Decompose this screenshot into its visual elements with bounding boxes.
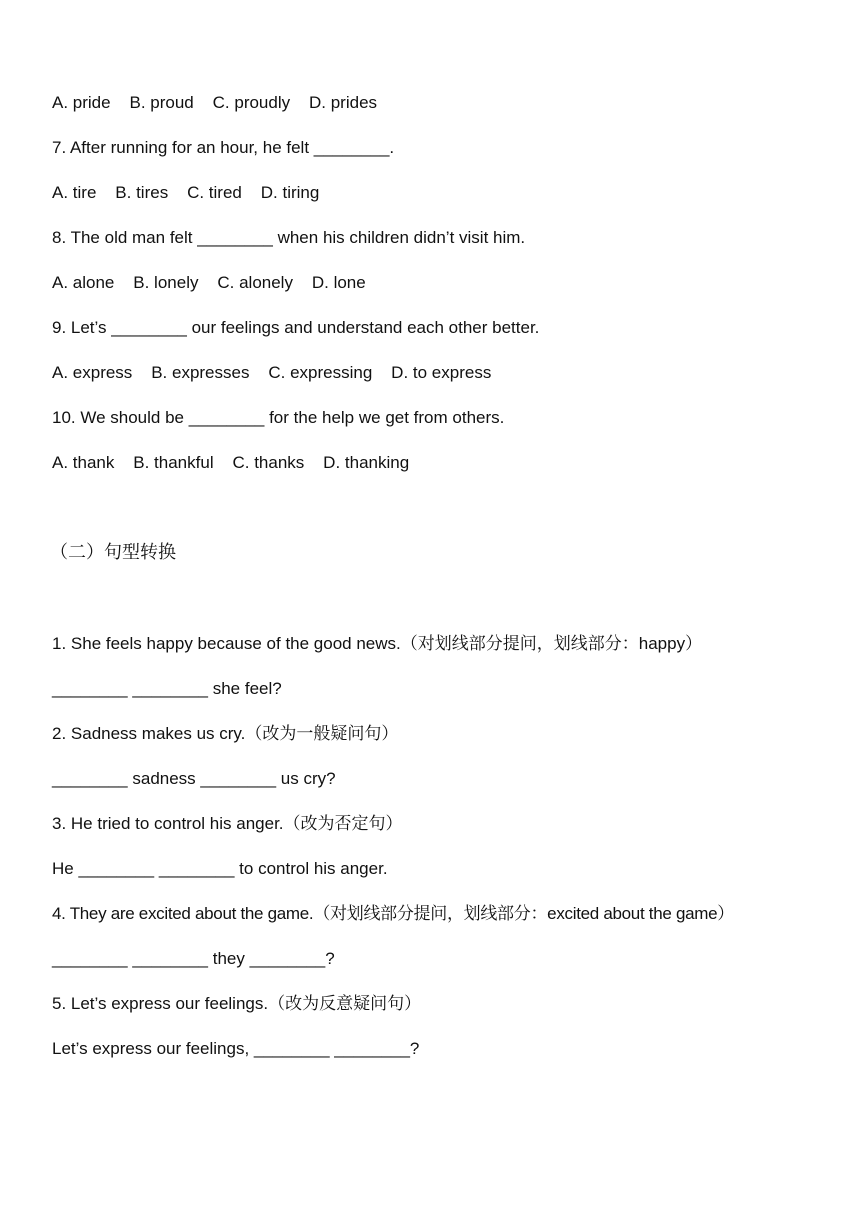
transform-a2: ________ sadness ________ us cry? [52, 769, 336, 788]
options-q6: A. pride B. proud C. proudly D. prides [52, 93, 378, 112]
transform-q1: 1. She feels happy because of the good news.（对划线部分提问，划线部分：happy） [52, 634, 703, 653]
transform-a3: He ________ ________ to control his anger. [52, 859, 388, 878]
section-title: （二）句型转换 [50, 542, 176, 563]
options-q10: A. thank B. thankful C. thanks D. thanking [52, 453, 410, 472]
transform-q4: 4. They are excited about the game.（对划线部分提问，划线部分：excited about the game） [52, 904, 734, 923]
transform-q2: 2. Sadness makes us cry.（改为一般疑问句） [52, 724, 399, 743]
transform-q5: 5. Let’s express our feelings.（改为反意疑问句） [52, 994, 422, 1013]
transform-a5: Let’s express our feelings, ________ ________? [52, 1039, 420, 1058]
question-8: 8. The old man felt ________ when his children didn’t visit him. [52, 228, 526, 247]
options-q9: A. express B. expresses C. expressing D. to express [52, 363, 492, 382]
question-9: 9. Let’s ________ our feelings and understand each other better. [52, 318, 540, 337]
question-7: 7. After running for an hour, he felt ________. [52, 138, 395, 157]
options-q8: A. alone B. lonely C. alonely D. lone [52, 273, 366, 292]
transform-q3: 3. He tried to control his anger.（改为否定句） [52, 814, 403, 833]
question-10: 10. We should be ________ for the help we get from others. [52, 408, 505, 427]
transform-a4: ________ ________ they ________? [52, 949, 335, 968]
transform-a1: ________ ________ she feel? [52, 679, 282, 698]
options-q7: A. tire B. tires C. tired D. tiring [52, 183, 320, 202]
